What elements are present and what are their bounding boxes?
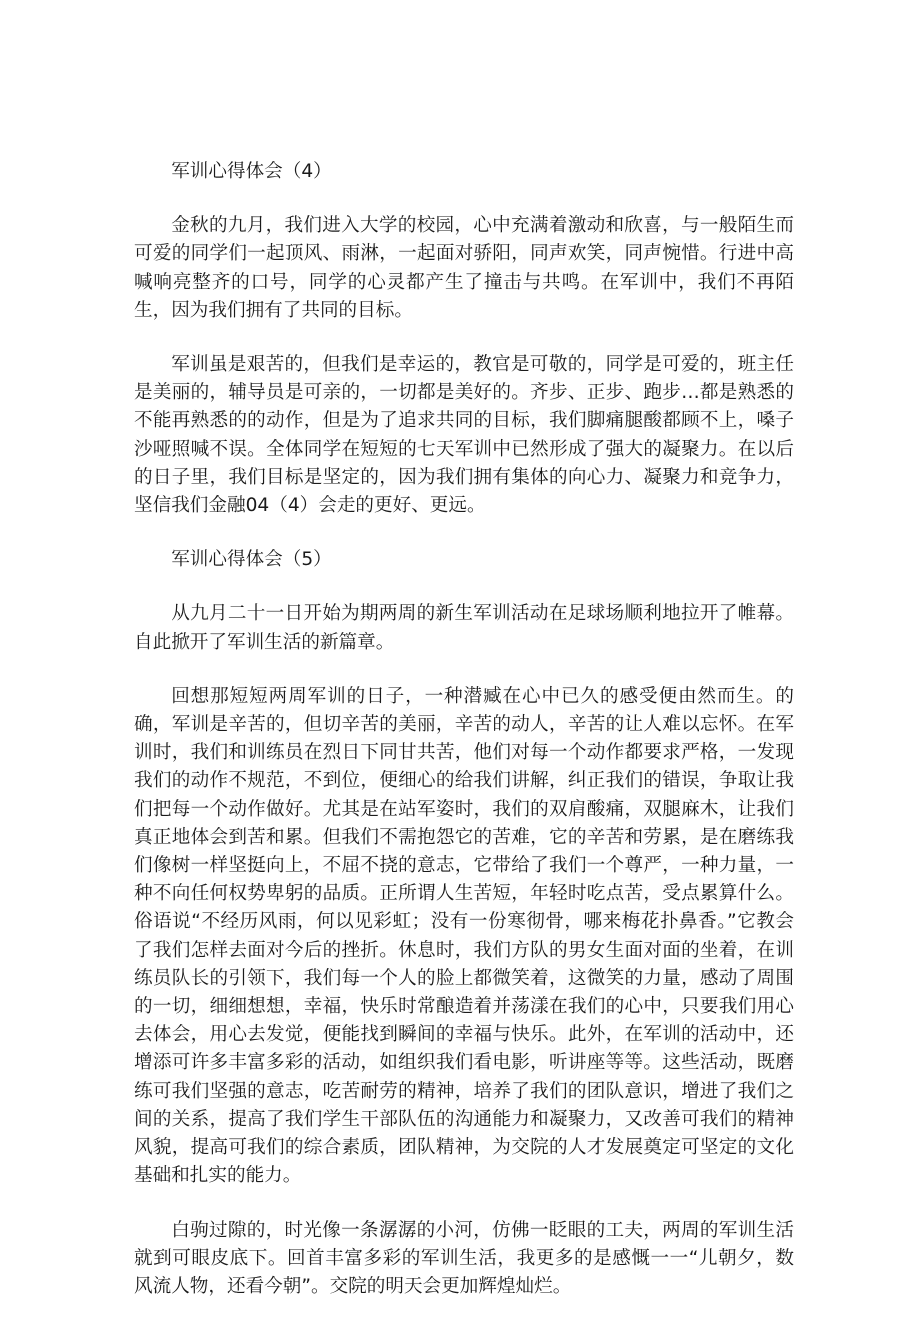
section-title-5: 军训心得体会（5） [171, 549, 332, 571]
paragraph: 金秋的九月，我们进入大学的校园，心中充满着激动和欣喜，与一般陌生而可爱的同学们一起顶风、雨淋，一起面对骄阳，同声欢笑，同声惋惜。行进中高喊响亮整齐的口号，同学的心灵都产生了撞击与共鸣。在军训中，我们不再陌生，因为我们拥有了共同的目标。 [134, 215, 794, 321]
paragraph: 白驹过隙的，时光像一条潺潺的小河，仿佛一眨眼的工夫，两周的军训生活就到可眼皮底下。回首丰富多彩的军训生活，我更多的是感慨一一“儿朝夕，数风流人物，还看今朝”。交院的明天会更加辉煌灿烂。 [134, 1219, 794, 1297]
paragraph: 军训虽是艰苦的，但我们是幸运的，教官是可敬的，同学是可爱的，班主任是美丽的，辅导员是可亲的，一切都是美好的。齐步、正步、跑步…都是熟悉的不能再熟悉的的动作，但是为了追求共同的目标，我们脚痛腿酸都顾不上，嗓子沙哑照喊不误。全体同学在短短的七天军训中已然形成了强大的凝聚力。在以后的日子里，我们目标是坚定的，因为我们拥有集体的向心力、凝聚力和竞争力，坚信我们金融04（4）会走的更好、更远。 [134, 354, 794, 517]
section-title-4: 军训心得体会（4） [171, 161, 332, 182]
paragraph: 回想那短短两周军训的日子，一种潜臧在心中已久的感受便由然而生。的确，军训是辛苦的，但切辛苦的美丽，辛苦的动人，辛苦的让人难以忘怀。在军训时，我们和训练员在烈日下同甘共苦，他们对每一个动作都要求严格，一发现我们的动作不规范，不到位，便细心的给我们讲解，纠正我们的错误，争取让我们把每一个动作做好。尤其是在站军姿时，我们的双肩酸痛，双腿麻木，让我们真正地体会到苦和累。但我们不需抱怨它的苦难，它的辛苦和劳累，是在磨练我们像树一样坚挺向上，不屈不挠的意志，它带给了我们一个尊严，一种力量，一种不向任何权势卑躬的品质。正所谓人生苦短，年轻时吃点苦，受点累算什么。俗语说“不经历风雨，何以见彩虹；没有一份寒彻骨，哪来梅花扑鼻香。”它教会了我们怎样去面对今后的挫折。休息时，我们方队的男女生面对面的坐着，在训练员队长的引领下，我们每一个人的脸上都微笑着，这微笑的力量，感动了周围的一切，细细想想，幸福，快乐时常酿造着并荡漾在我们的心中，只要我们用心去体会，用心去发觉，便能找到瞬间的幸福与快乐。此外，在军训的活动中，还增添可许多丰富多彩的活动，如组织我们看电影，听讲座等等。这些活动，既磨练可我们坚强的意志，吃苦耐劳的精神，培养了我们的团队意识，增进了我们之间的关系，提高了我们学生干部队伍的沟通能力和凝聚力，又改善可我们的精神风貌，提高可我们的综合素质，团队精神，为交院的人才发展奠定可坚定的文化基础和扎实的能力。 [134, 685, 794, 1187]
paragraph: 从九月二十一日开始为期两周的新生军训活动在足球场顺利地拉开了帷幕。自此掀开了军训生活的新篇章。 [134, 603, 794, 653]
document-body [134, 158, 794, 1327]
